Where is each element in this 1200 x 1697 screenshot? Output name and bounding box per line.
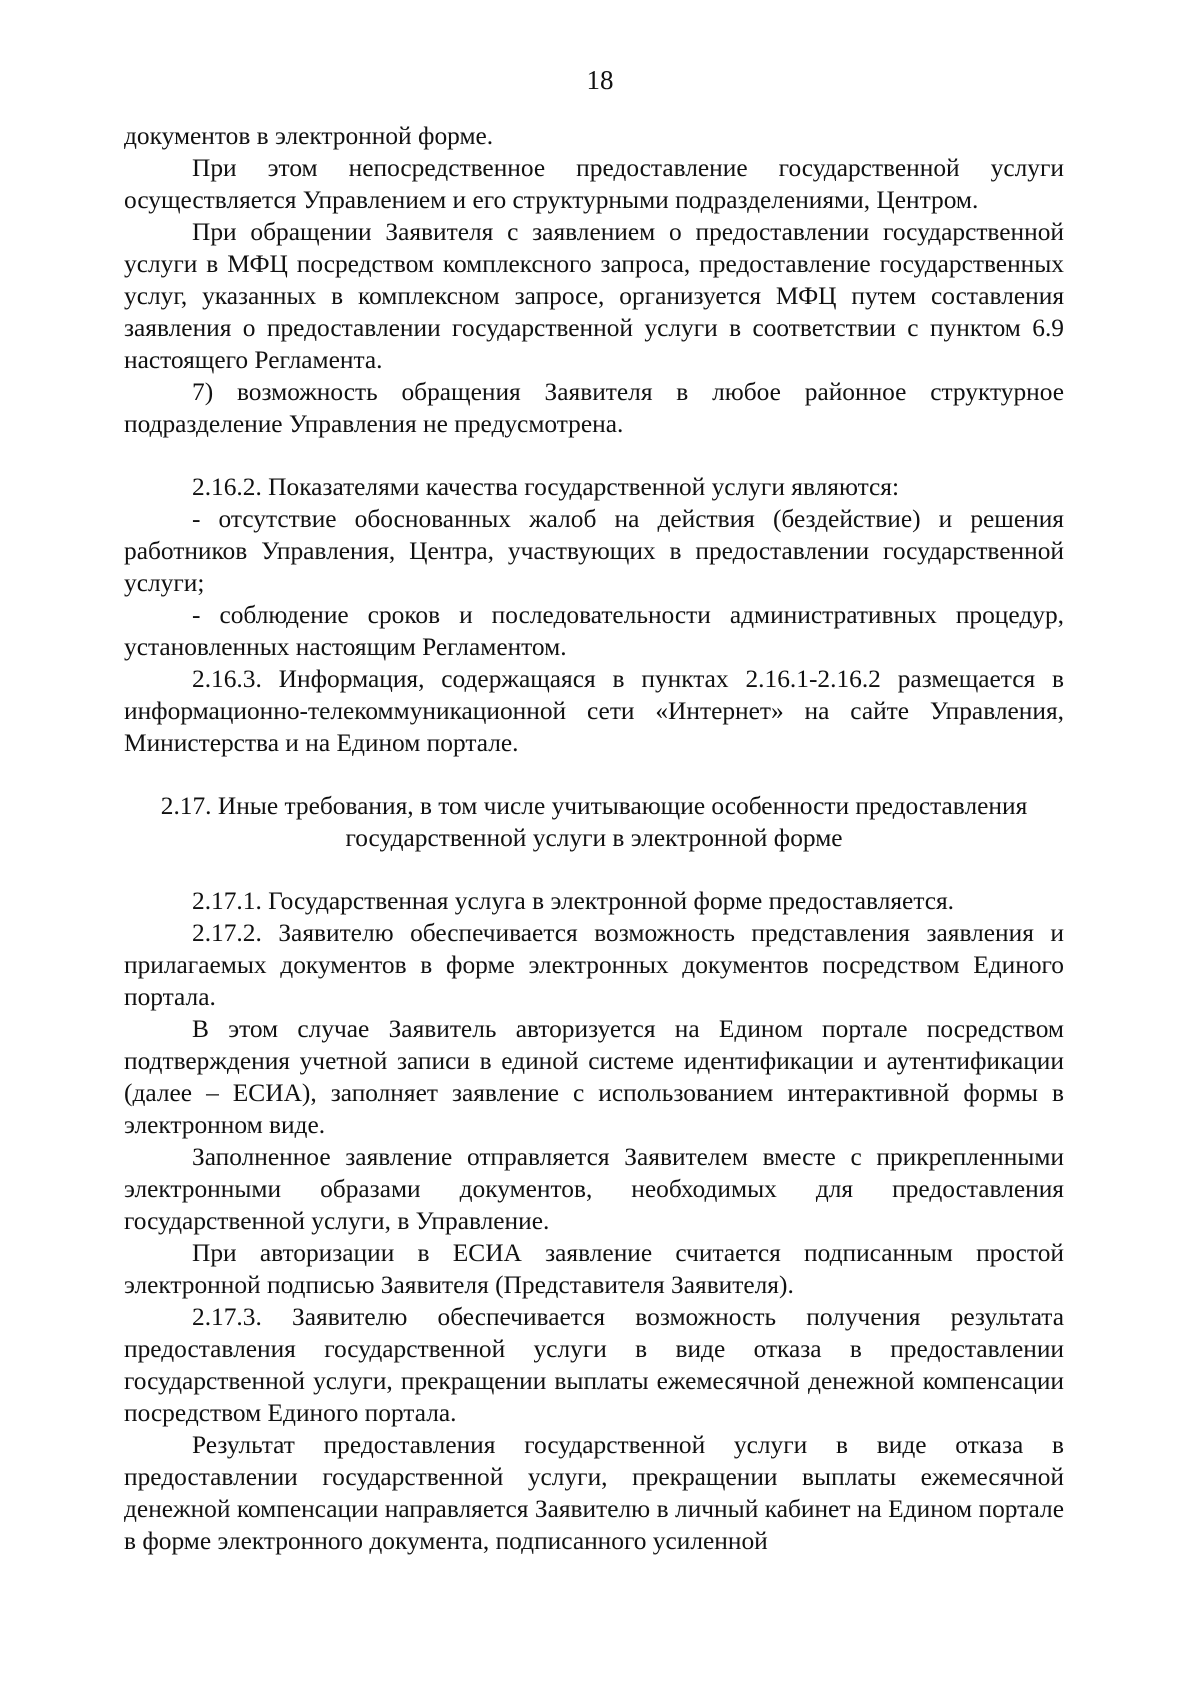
- paragraph: 7) возможность обращения Заявителя в любое районное структурное подразделение Управления не предусмотрена.: [124, 378, 1064, 438]
- paragraph: 2.16.3. Информация, содержащаяся в пунктах 2.16.1-2.16.2 размещается в информационно-телекоммуникационной сети «Интернет» на сайте Управления, Министерства и на Едином портале.: [124, 665, 1064, 757]
- paragraph: В этом случае Заявитель авторизуется на Едином портале посредством подтверждения учетной записи в единой системе идентификации и аутентификации (далее – ЕСИА), заполняет заявление с использованием интерактивной формы в электронном виде.: [124, 1015, 1064, 1139]
- paragraph: При авторизации в ЕСИА заявление считается подписанным простой электронной подписью Заявителя (Представителя Заявителя).: [124, 1239, 1064, 1299]
- paragraph: Заполненное заявление отправляется Заявителем вместе с прикрепленными электронными образами документов, необходимых для предоставления государственной услуги, в Управление.: [124, 1143, 1064, 1235]
- paragraph: 2.17.2. Заявителю обеспечивается возможность представления заявления и прилагаемых документов в форме электронных документов посредством Единого портала.: [124, 919, 1064, 1011]
- section-heading-line: 2.17. Иные требования, в том числе учитывающие особенности предоставления: [160, 792, 1028, 820]
- paragraph: Результат предоставления государственной услуги в виде отказа в предоставлении государственной услуги, прекращении выплаты ежемесячной денежной компенсации направляется Заявителю в личный кабинет на Едином портале в форме электронного документа, подписанного усиленной: [124, 1431, 1064, 1555]
- section-heading-line: государственной услуги в электронной форме: [345, 824, 843, 852]
- paragraph: 2.17.3. Заявителю обеспечивается возможность получения результата предоставления государственной услуги в виде отказа в предоставлении государственной услуги, прекращении выплаты ежемесячной денежной компенсации посредством Единого портала.: [124, 1303, 1064, 1427]
- paragraph: 2.17.1. Государственная услуга в электронной форме предоставляется.: [192, 887, 955, 915]
- section-heading: [124, 790, 1064, 854]
- document-body: [124, 120, 1064, 1557]
- page-number: 18: [586, 65, 614, 95]
- paragraph: - соблюдение сроков и последовательности административных процедур, установленных настоящим Регламентом.: [124, 601, 1064, 661]
- paragraph: - отсутствие обоснованных жалоб на действия (бездействие) и решения работников Управления, Центра, участвующих в предоставлении государственной услуги;: [124, 505, 1064, 597]
- paragraph: 2.16.2. Показателями качества государственной услуги являются:: [192, 473, 900, 501]
- paragraph: документов в электронной форме.: [124, 122, 494, 150]
- paragraph: При обращении Заявителя с заявлением о предоставлении государственной услуги в МФЦ посредством комплексного запроса, предоставление государственных услуг, указанных в комплексном запросе, организуется МФЦ путем составления заявления о предоставлении государственной услуги в соответствии с пунктом 6.9 настоящего Регламента.: [124, 218, 1064, 374]
- paragraph: При этом непосредственное предоставление государственной услуги осуществляется Управлением и его структурными подразделениями, Центром.: [124, 154, 1064, 214]
